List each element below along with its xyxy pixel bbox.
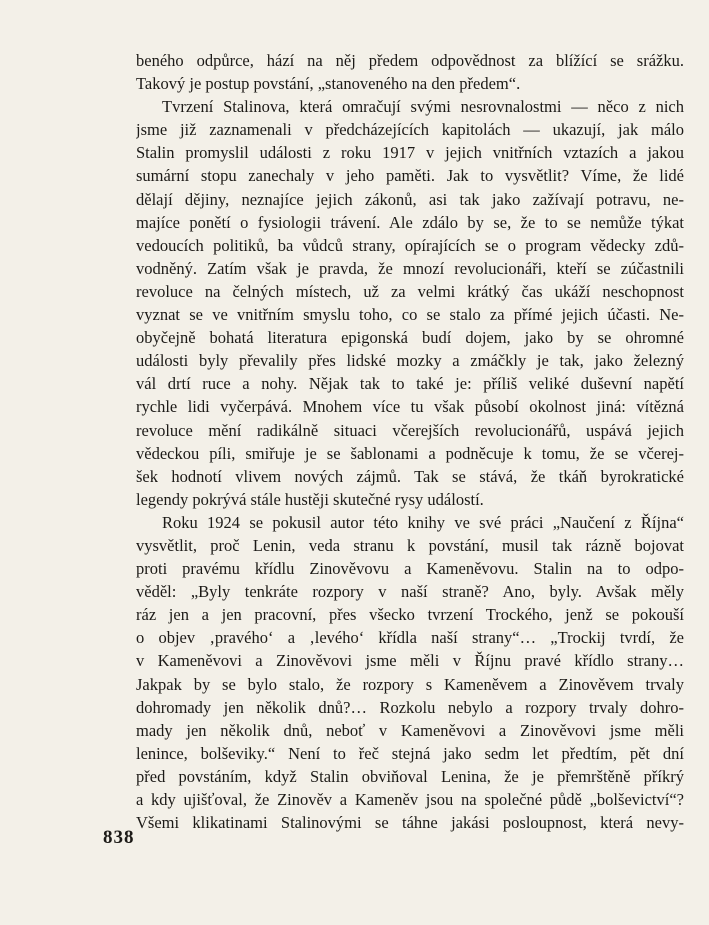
page-body-text	[136, 49, 684, 834]
text-line: majíce ponětí o fysiologii trávení. Ale zdálo by se, že to se nemůže týkat	[136, 212, 684, 232]
text-line: ráz jen a jen pracovní, přes všecko tvrzení Trockého, jenž se pokouší	[136, 605, 684, 625]
text-line: legendy pokrývá stále hustěji skutečné rysy událostí.	[136, 489, 484, 509]
text-line: vědeckou píli, smiřuje je se šablonami a podněcuje k tomu, že se včerej-	[136, 443, 684, 463]
paragraph-3	[136, 511, 684, 834]
text-line: dělají dějiny, neznajíce jejich zákonů, asi tak jako zažívají potravu, ne-	[136, 189, 684, 209]
text-line: šek hodnotí vlivem nových zájmů. Tak se stává, že tkáň byrokratické	[136, 466, 684, 486]
paragraph-2	[136, 95, 684, 511]
text-line: Takový je postup povstání, „stanoveného na den předem“.	[136, 74, 521, 94]
text-line: dohromady jen několik dnů?… Rozkolu nebylo a rozpory trvaly dohro-	[136, 697, 684, 717]
text-line: a kdy ujišťoval, že Zinověv a Kameněv jsou na společné půdě „bolševictví“?	[136, 790, 684, 809]
text-line: vodněný. Zatím však je pravda, že mnozí revolucionáři, kteří se zúčastnili	[136, 258, 684, 278]
text-line: vysvětlit, proč Lenin, veda stranu k povstání, musil tak rázně bojovat	[136, 535, 684, 555]
page-number: 838	[103, 827, 135, 848]
text-line: Všemi klikatinami Stalinovými se táhne jakási posloupnost, která nevy-	[136, 813, 684, 833]
text-line: mady jen několik dnů, neboť v Kameněvovi a Zinověvovi jsme měli	[136, 720, 684, 740]
text-line: události byly převalily přes lidské mozky a zmáčkly je tak, jako železný	[136, 351, 684, 371]
text-line: rychle lidi vyčerpává. Mnohem více tu však působí okolnost jiná: vítězná	[136, 397, 684, 417]
text-line: o objev ‚pravého‘ a ‚levého‘ křídla naší strany“… „Trockij tvrdí, že	[136, 628, 684, 648]
text-line: beného odpůrce, hází na něj předem odpovědnost za blížící se srážku.	[136, 51, 684, 70]
text-line: jsme již zaznamenali v předcházejících kapitolách — ukazují, jak málo	[136, 120, 684, 140]
text-line: Roku 1924 se pokusil autor této knihy ve své práci „Naučení z Října“	[162, 512, 684, 532]
text-line: proti pravému křídlu Zinověvovu a Kameněvovu. Stalin na to odpo-	[136, 559, 684, 579]
text-line: revoluce na čelných místech, už za velmi krátký čas ukáží neschopnost	[136, 281, 684, 301]
text-line: Stalin promyslil události z roku 1917 v jejich vnitřních vztazích a jakou	[136, 143, 684, 163]
text-line: vyznat se ve vnitřním smyslu toho, co se stalo za přímé jejich účasti. Ne-	[136, 305, 684, 325]
text-line: lenince, bolševiky.“ Není to řeč stejná jako sedm let předtím, pět dní	[136, 743, 684, 763]
text-line: revoluce mění radikálně situaci včerejších revolucionářů, uspává jejich	[136, 420, 684, 440]
text-line: sumární stopu zanechaly v jeho paměti. Jak to vysvětlit? Víme, že lidé	[136, 166, 684, 186]
text-line: věděl: „Byly tenkráte rozpory v naší straně? Ano, byly. Avšak měly	[136, 582, 684, 602]
text-line: vedoucích politiků, ba vůdců strany, opírajících se o program vědecky zdů-	[136, 235, 684, 255]
text-line: před povstáním, když Stalin obviňoval Lenina, že je přemrštěně příkrý	[136, 766, 684, 786]
text-line: vál drtí ruce a nohy. Nějak tak to také je: příliš veliké duševní napětí	[136, 374, 684, 394]
paragraph-1	[136, 49, 684, 95]
text-line: Jakpak by se bylo stalo, že rozpory s Kameněvem a Zinověvem trvaly	[136, 674, 684, 694]
text-line: Tvrzení Stalinova, která omračují svými nesrovnalostmi — něco z nich	[162, 97, 684, 117]
text-line: obyčejně bohatá literatura epigonská budí dojem, jako by se ohromné	[136, 328, 684, 348]
text-line: v Kameněvovi a Zinověvovi jsme měli v Říjnu pravé křídlo strany…	[136, 651, 684, 671]
